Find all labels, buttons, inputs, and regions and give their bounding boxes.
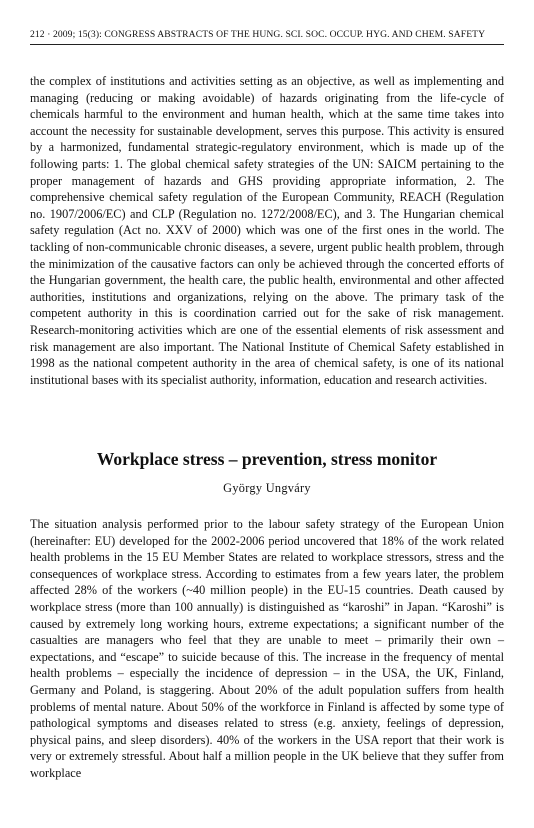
previous-abstract-continuation: the complex of institutions and activities setting as an objective, as well as implementing and managing (reducing or making avoidable) of hazards originating from the life-cycle of chemicals harmful to the environment and human health, which at the same time takes into account the necessity for sustainable development, serves this purpose. This activity is ensured by a harmonized, fundamental strategic-regulatory environment, which is made up of the following parts: 1. The global chemical safety strategies of the UN: SAICM pertaining to the proper management of hazards and GHS providing appropriate information, 2. The comprehensive chemical safety regulation of the European Community, REACH (Regulation no. 1907/2006/EC) and CLP (Regulation no. 1272/2008/EC), and 3. The Hungarian chemical safety regulation (Act no. XXV of 2000) which was one of the first ones in the world. The tackling of non-communicable chronic diseases, a severe, urgent public health problem, through the minimization of the causative factors can only be achieved through the concerted efforts of the Hungarian government, the health care, the public health, environmental and other affected authorities, institutions and organizations, relying on the above. The primary task of the competent authority in this is coordination carried out for the sake of risk management. Research-monitoring activities which are one of the essential elements of risk assessment and risk management are also important. The National Institute of Chemical Safety established in 1998 as the national competent authority in the area of chemical safety, is one of its national institutional bases with its specialist authority, information, education and research activities. (30, 74, 504, 387)
article-body: The situation analysis performed prior to the labour safety strategy of the European Union (hereinafter: EU) developed for the 2002-2006 period uncovered that 18% of the work related health problems in the 15 EU Member States are related to workplace stressors, stress and the consequences of workplace stress. According to estimates from a few years later, the problem affected 28% of the workers (~40 million people) in the EU-15 countries. Death caused by workplace stress (more than 100 annually) is distinguished as “karoshi” in Japan. “Karoshi” is caused by extremely long working hours, extreme expectations; a significant number of the casualties are managers who feel that they are unable to meet – primarily their own – expectations, and “escape” to suicide because of this. The increase in the frequency of mental health problems – especially the incidence of depression – in the USA, the UK, Finland, Germany and Poland, is staggering. About 20% of the adult population suffers from health problems of mental nature. About 50% of the workforce in Finland is affected by some type of pathological symptoms and diseases related to stress (e.g. anxiety, feelings of depression, physical pains, and sleep disorders). 40% of the workers in the USA report that their work is very or extremely stressful. About half a million people in the UK believe that they suffer from workplace (30, 517, 504, 780)
article-title: Workplace stress – prevention, stress monitor (96, 449, 438, 469)
header-rule (30, 44, 504, 45)
article-author: György Ungváry (223, 481, 311, 495)
running-head: 212 · 2009; 15(3): CONGRESS ABSTRACTS OF THE HUNG. SCI. SOC. OCCUP. HYG. AND CHEM. SAFETY (30, 29, 486, 40)
